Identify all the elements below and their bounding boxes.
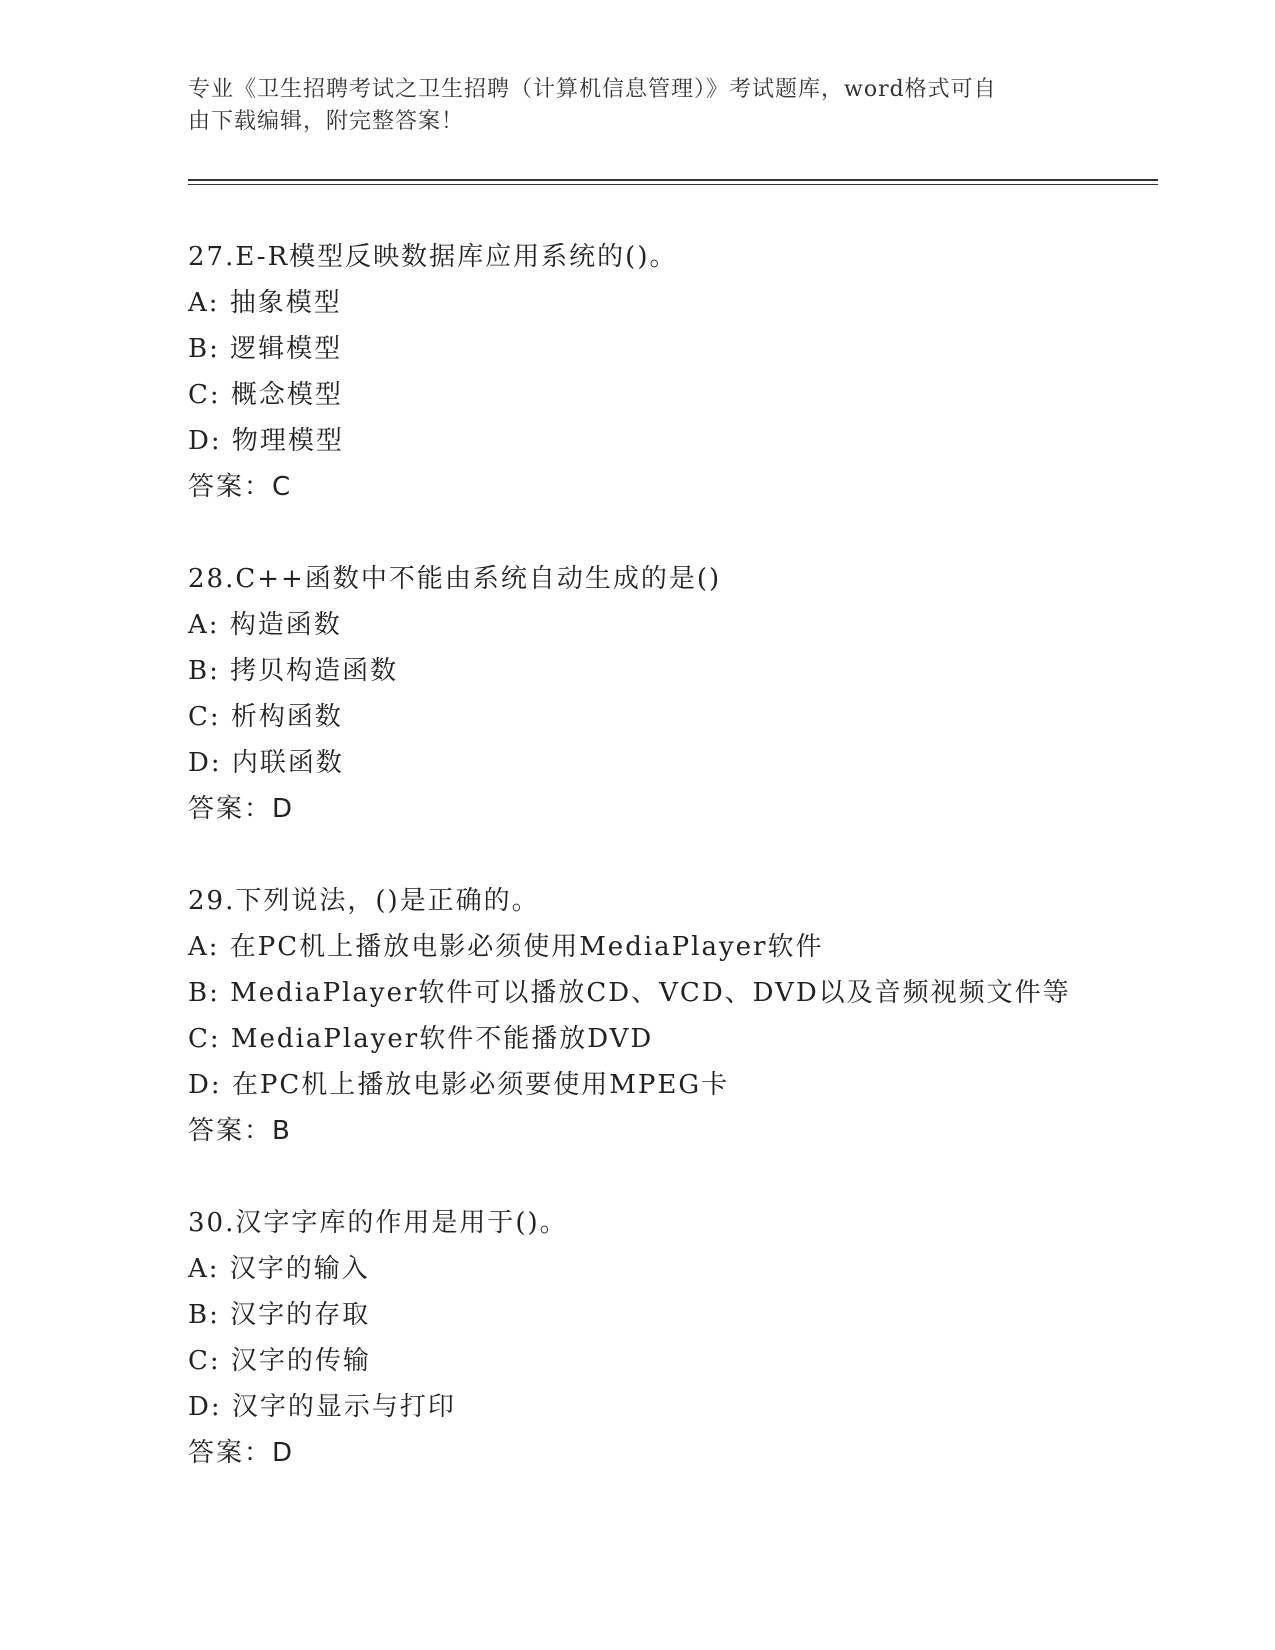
header-line-1: 专业《卫生招聘考试之卫生招聘（计算机信息管理）》考试题库，word格式可自 (188, 77, 997, 102)
option-b: B: 汉字的存取 (188, 1300, 371, 1330)
question-28 (188, 556, 1188, 832)
answer-line: 答案：D (188, 794, 295, 824)
question-list (188, 234, 1188, 1522)
option-a: A: 在PC机上播放电影必须使用MediaPlayer软件 (188, 932, 824, 962)
option-b: B: 拷贝构造函数 (188, 656, 399, 686)
option-d: D: 在PC机上播放电影必须要使用MPEG卡 (188, 1070, 730, 1100)
document-header (188, 74, 1068, 138)
option-c: C: 概念模型 (188, 380, 343, 410)
option-c: C: 汉字的传输 (188, 1346, 371, 1376)
question-stem: 30.汉字字库的作用是用于()。 (188, 1208, 568, 1238)
option-b: B: 逻辑模型 (188, 334, 343, 364)
option-c: C: MediaPlayer软件不能播放DVD (188, 1024, 654, 1054)
question-29 (188, 878, 1188, 1154)
option-d: D: 物理模型 (188, 426, 344, 456)
question-30 (188, 1200, 1188, 1476)
header-line-2: 由下载编辑，附完整答案！ (188, 109, 465, 134)
question-stem: 29.下列说法，()是正确的。 (188, 886, 540, 916)
header-divider-thick (188, 179, 1158, 181)
answer-line: 答案：C (188, 472, 293, 502)
header-divider-thin (188, 184, 1158, 185)
option-a: A: 汉字的输入 (188, 1254, 370, 1284)
answer-line: 答案：B (188, 1116, 292, 1146)
option-a: A: 构造函数 (188, 610, 342, 640)
option-a: A: 抽象模型 (188, 288, 342, 318)
option-b: B: MediaPlayer软件可以播放CD、VCD、DVD以及音频视频文件等 (188, 978, 1071, 1008)
option-d: D: 汉字的显示与打印 (188, 1392, 456, 1422)
question-stem: 28.C++函数中不能由系统自动生成的是() (188, 564, 722, 594)
option-d: D: 内联函数 (188, 748, 344, 778)
answer-line: 答案：D (188, 1438, 295, 1468)
option-c: C: 析构函数 (188, 702, 343, 732)
question-stem: 27.E-R模型反映数据库应用系统的()。 (188, 242, 678, 272)
question-27 (188, 234, 1188, 510)
